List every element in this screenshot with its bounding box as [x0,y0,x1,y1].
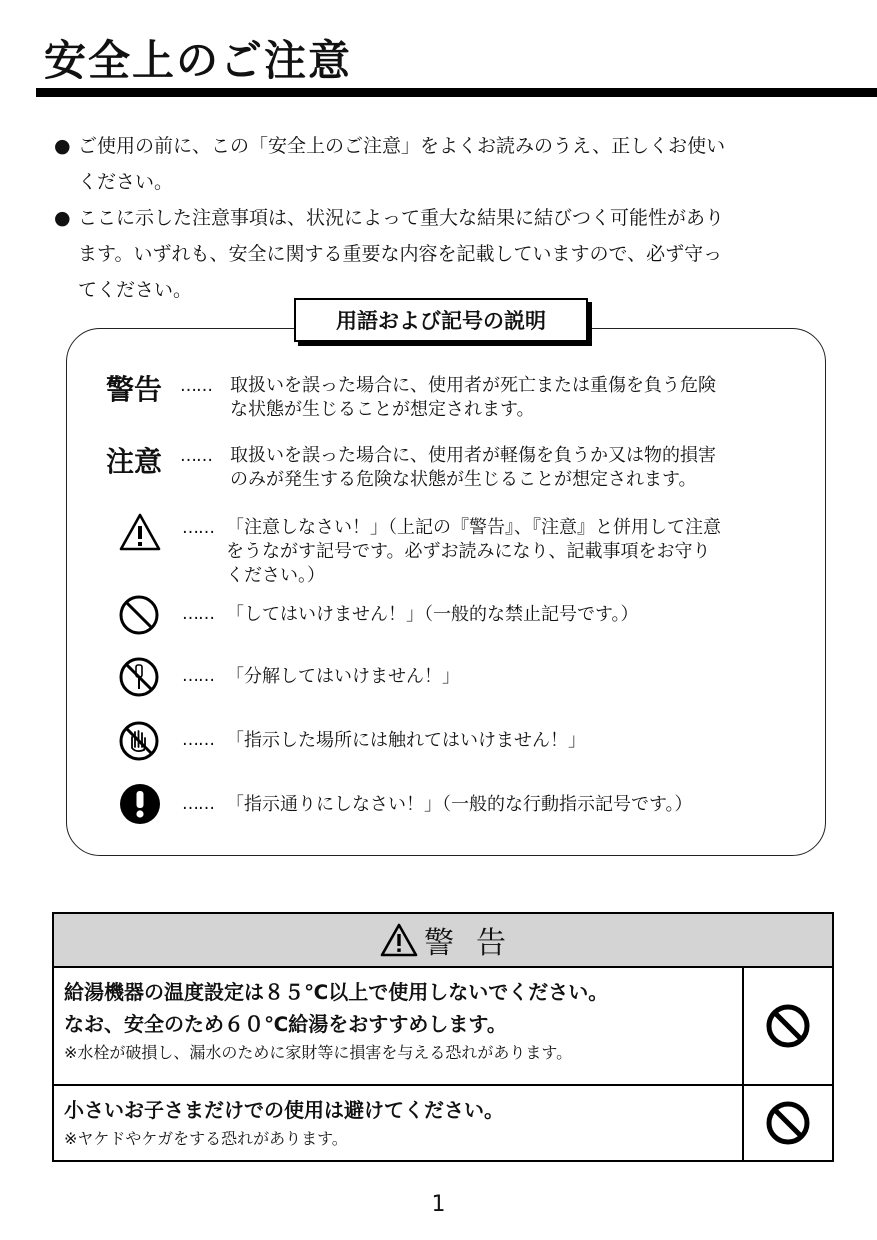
leader-dots: …… [180,376,212,396]
symbol-no-disassembly-description: 「分解してはいけません！」 [226,666,460,687]
intro-item [54,200,834,308]
intro-item [54,128,834,200]
bullet: ● [54,135,71,157]
intro-line: ご使用の前に、この「安全上のご注意」をよくお読みのうえ、正しくお使い [78,135,726,157]
desc-line: な状態が生じることが想定されます。 [230,399,535,420]
intro-line: ここに示した注意事項は、状況によって重大な結果に結びつく可能性があり [78,207,725,229]
warning-main-line: 給湯機器の温度設定は８５℃以上で使用しないでください。 [64,980,609,1004]
page-number: 1 [431,1192,446,1217]
warning-icon-cell [742,1086,832,1160]
leader-dots: …… [182,666,214,686]
desc-line: ください。） [226,565,325,586]
page-title: 安全上のご注意 [44,36,353,85]
warning-row-text [64,976,734,1066]
intro-list [54,128,834,308]
mandatory-action-icon [118,782,162,826]
caution-triangle-icon [380,923,418,957]
bullet: ● [54,207,71,229]
leader-dots: …… [182,730,214,750]
warning-note: ※水栓が破損し、漏水のために家財等に損害を与える恐れがあります。 [64,1043,573,1062]
no-disassembly-icon [118,656,160,698]
caution-triangle-icon [118,512,162,552]
prohibition-icon [765,1100,811,1146]
desc-line: 取扱いを誤った場合に、使用者が死亡または重傷を負う危険 [230,375,716,396]
leader-dots: …… [182,518,214,538]
leader-dots: …… [182,794,214,814]
leader-dots: …… [182,604,214,624]
symbol-caution-description [226,516,721,588]
prohibition-icon [765,1003,811,1049]
warning-row-text [64,1094,734,1152]
intro-line: てください。 [78,279,193,301]
warning-main-line: なお、安全のため６０℃給湯をおすすめします。 [64,1012,507,1036]
table-row [54,1086,832,1160]
warning-note: ※ヤケドやケガをする恐れがあります。 [64,1129,348,1148]
warning-main-line: 小さいお子さまだけでの使用は避けてください。 [64,1098,504,1122]
intro-line: ます。いずれも、安全に関する重要な内容を記載していますので、必ず守っ [78,243,723,265]
warning-table [52,912,834,1162]
warning-table-title: 警告 [424,926,528,961]
warning-table-header [54,914,832,968]
desc-line: をうながす記号です。必ずお読みになり、記載事項をお守り [226,541,711,562]
term-caution: 注意 [106,445,163,478]
no-touch-icon [118,720,160,762]
symbol-no-touch-description: 「指示した場所には触れてはいけません！」 [226,730,586,751]
symbol-prohibition-description: 「してはいけません！」（一般的な禁止記号です。） [226,604,639,625]
prohibition-icon [118,594,160,636]
desc-line: のみが発生する危険な状態が生じることが想定されます。 [230,469,697,490]
title-rule [36,88,877,97]
legend-heading: 用語および記号の説明 [294,298,588,342]
table-row [54,968,832,1086]
leader-dots: …… [180,446,212,466]
term-warning: 警告 [106,373,163,406]
intro-line: ください。 [78,171,174,193]
term-caution-description [230,444,716,492]
desc-line: 取扱いを誤った場合に、使用者が軽傷を負うか又は物的損害 [230,445,716,466]
warning-icon-cell [742,968,832,1084]
symbol-mandatory-description: 「指示通りにしなさい！」（一般的な行動指示記号です。） [226,794,693,815]
desc-line: 「注意しなさい！」（上記の『警告』、『注意』と併用して注意 [226,517,721,538]
term-warning-description [230,374,716,422]
